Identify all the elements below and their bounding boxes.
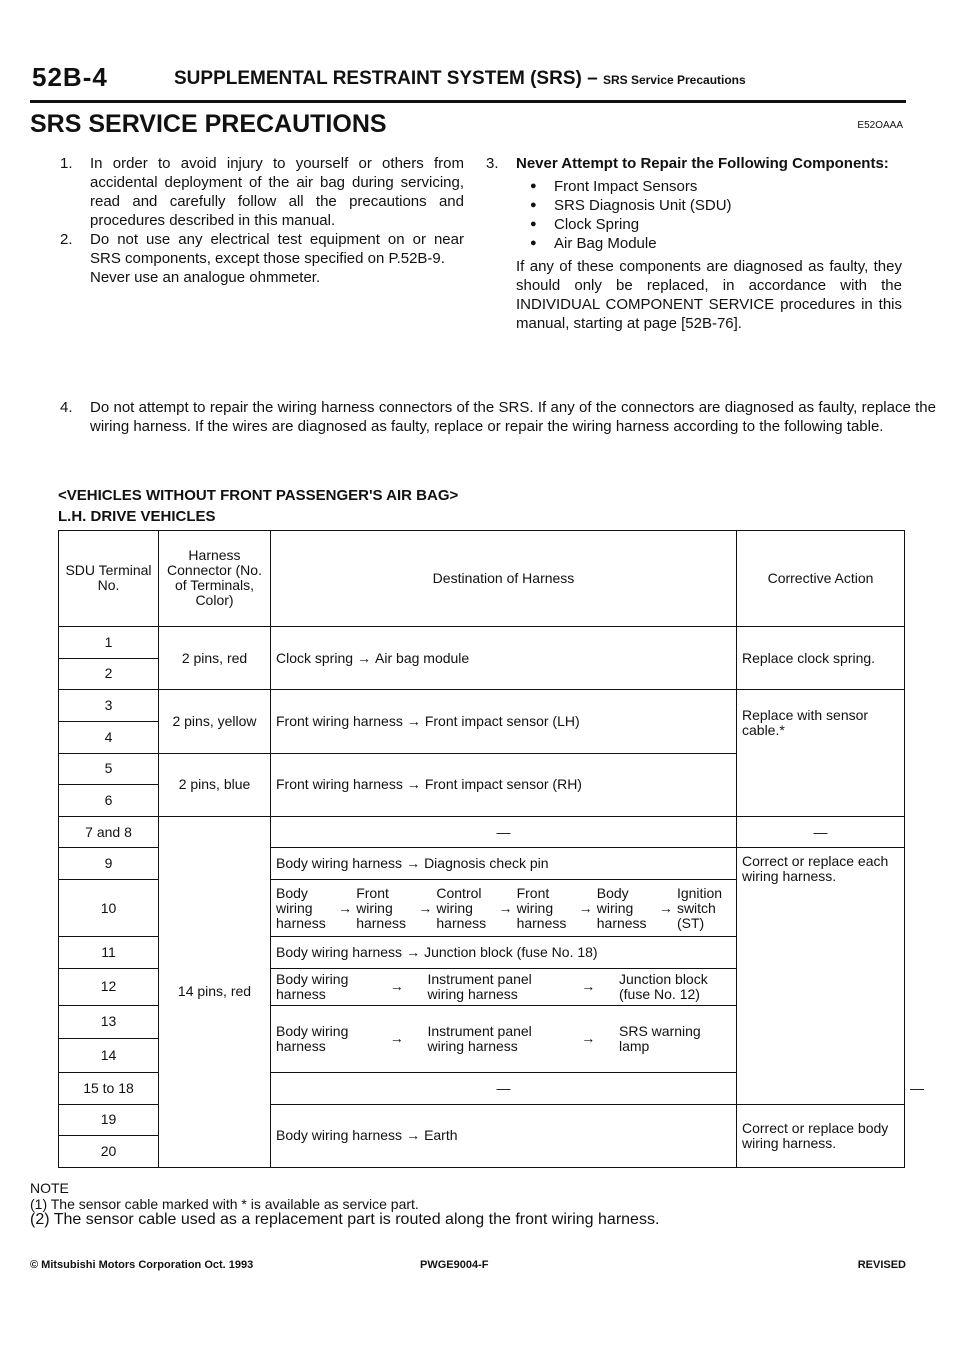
note-line-2: (2) The sensor cable used as a replacement part is routed along the front wiring harness. (30, 1211, 660, 1228)
list-item: ● Air Bag Module (530, 234, 902, 253)
header-action: Corrective Action (737, 531, 905, 627)
item-1: 1. In order to avoid injury to yourself or others from accidental deployment of the air bag during servicing, read and carefully follow all the precautions and procedures described in this manual. (60, 155, 464, 229)
table-header-row (59, 531, 905, 627)
item-3-heading: Never Attempt to Repair the Following Components: (516, 155, 889, 172)
doc-code: E52OAAA (857, 120, 903, 131)
table-row: 12 Body wiring harness → Instrument panel wiring harness → Junction block (fuse No. 12) (59, 968, 905, 1005)
table-row: 11 Body wiring harness → Junction block (fuse No. 18) (59, 937, 905, 969)
note-line-1: (1) The sensor cable marked with * is available as service part. (30, 1196, 419, 1212)
table-row: 7 and 8 14 pins, red — — (59, 816, 905, 848)
vehicle-type-heading: <VEHICLES WITHOUT FRONT PASSENGER'S AIR BAG> (58, 487, 459, 504)
drive-heading: L.H. DRIVE VEHICLES (58, 508, 216, 525)
component-list (516, 177, 902, 253)
header-sdu: SDU Terminal No. (59, 531, 159, 627)
header-harness: Harness Connector (No. of Terminals, Color) (159, 531, 271, 627)
header-destination: Destination of Harness (271, 531, 737, 627)
list-item: ● Clock Spring (530, 215, 902, 234)
doc-number: PWGE9004-F (420, 1259, 489, 1271)
table-row: 10 Body wiring harness → Front wiring harness → Control wiring harness → Front wiring harness → Body wiring harness → Ignition switch (ST) (59, 880, 905, 937)
page-title: SRS SERVICE PRECAUTIONS (30, 110, 387, 138)
copyright: © Mitsubishi Motors Corporation Oct. 1993 (30, 1259, 254, 1271)
table-row: 9 Body wiring harness → Diagnosis check pin Correct or replace each wiring harness. (59, 848, 905, 880)
table-row: 13 Body wiring harness → Instrument panel wiring harness → SRS warning lamp (59, 1005, 905, 1039)
table-row: 6 (59, 785, 905, 817)
dest-clock: Clock spring → Air bag module (271, 626, 737, 689)
dest-10: Body wiring harness → Front wiring harness → Control wiring harness → Front wiring harness → Body wiring harness → Ignition switch (ST) (271, 880, 737, 937)
list-item: ● SRS Diagnosis Unit (SDU) (530, 196, 902, 215)
dest-13-14: Body wiring harness → Instrument panel wiring harness → SRS warning lamp (271, 1005, 737, 1072)
item-3: 3. Never Attempt to Repair the Following Components: ● Front Impact Sensors ● SRS Diagnosis Unit (SDU) ● Clock Spring ● Air Bag Module If any of these components are diagnosed as faulty, they should only be replaced, in accordance with the INDIVIDUAL COMPONENT SERVICE procedures in this manual, starting at page [52B-76]. (484, 154, 902, 333)
table-row: 3 2 pins, yellow Front wiring harness → Front impact sensor (LH) Replace with sensor cable.* (59, 690, 905, 722)
note-label: NOTE (30, 1180, 69, 1196)
note-block (30, 1180, 659, 1228)
item-2: 2. Do not use any electrical test equipment on or near SRS components, except those specified on P.52B-9. Never use an analogue ohmmeter. (60, 231, 464, 286)
page-header (30, 62, 906, 103)
dest-rh: Front wiring harness → Front impact sensor (RH) (271, 753, 737, 816)
list-item: ● Front Impact Sensors (530, 177, 902, 196)
section-title: SUPPLEMENTAL RESTRAINT SYSTEM (SRS) – SRS Service Precautions (174, 68, 746, 89)
table-row: 19 Body wiring harness → Earth Correct or replace body wiring harness. (59, 1104, 905, 1136)
table-row: 1 2 pins, red Clock spring → Air bag module Replace clock spring. (59, 626, 905, 658)
harness-table (58, 530, 924, 1168)
table-row: 15 to 18 — — (59, 1073, 905, 1105)
table-row: 4 (59, 721, 905, 753)
revision-status: REVISED (857, 1259, 906, 1271)
table-row: 14 (59, 1039, 905, 1073)
dest-lh: Front wiring harness → Front impact sensor (LH) (271, 690, 737, 753)
dest-12: Body wiring harness → Instrument panel wiring harness → Junction block (fuse No. 12) (271, 968, 737, 1005)
item-4: 4. Do not attempt to repair the wiring harness connectors of the SRS. If any of the connectors are diagnosed as faulty, replace the wiring harness. If the wires are diagnosed as faulty, replace or repair the wiring harness according to the following table. (60, 399, 936, 435)
right-column (484, 154, 902, 333)
table-row: 20 (59, 1136, 905, 1168)
table-row: 5 2 pins, blue Front wiring harness → Front impact sensor (RH) (59, 753, 905, 785)
subsection-title: SRS Service Precautions (602, 73, 746, 87)
table-row: 2 (59, 658, 905, 690)
left-column (58, 154, 464, 287)
page-number: 52B-4 (32, 62, 108, 92)
